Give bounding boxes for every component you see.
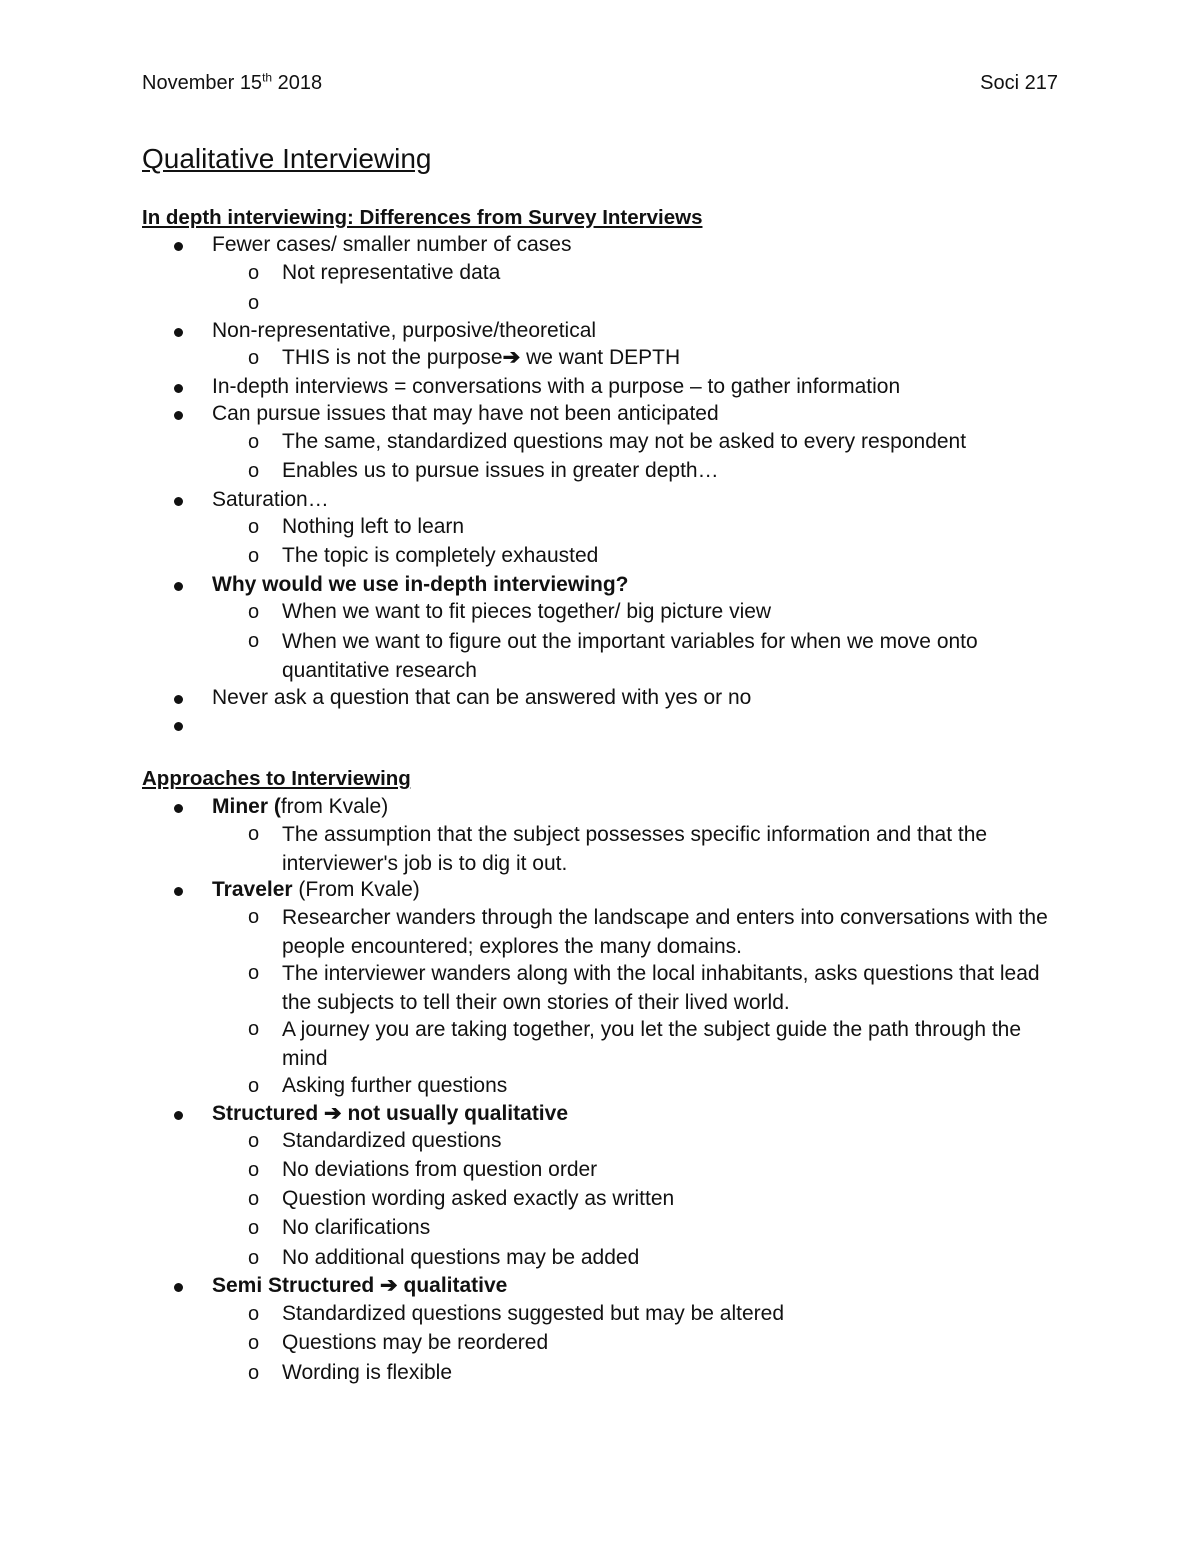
- list-item: [212, 373, 900, 401]
- bullet-icon: [174, 1283, 183, 1292]
- item-text: A journey you are taking together, you let the subject guide the path through the mind: [282, 1018, 1022, 1070]
- list-subitem: [248, 903, 1062, 961]
- list-subitem: [248, 428, 967, 456]
- circle-bullet-icon: o: [248, 1217, 260, 1239]
- list-item: [212, 486, 329, 514]
- list-subitem: [248, 1244, 640, 1272]
- bullet-icon: [174, 887, 183, 896]
- item-text: The same, standardized questions may not be asked to every respondent: [282, 430, 967, 453]
- item-text: Question wording asked exactly as written: [282, 1187, 675, 1210]
- circle-bullet-icon: o: [248, 431, 260, 453]
- list-item-miner: [212, 793, 388, 821]
- bullet-icon: [174, 411, 183, 420]
- circle-bullet-icon: o: [248, 906, 260, 928]
- item-text: No deviations from question order: [282, 1158, 598, 1181]
- item-text: Enables us to pursue issues in greater depth…: [282, 459, 719, 482]
- item-text: Non-representative, purposive/theoretical: [212, 319, 597, 342]
- circle-bullet-icon: o: [248, 1332, 260, 1354]
- circle-bullet-icon: o: [248, 292, 260, 314]
- section-heading-approaches: Approaches to Interviewing: [142, 767, 411, 790]
- item-text: When we want to fit pieces together/ big picture view: [282, 600, 772, 623]
- circle-bullet-icon: o: [248, 1188, 260, 1210]
- item-bold-text: Semi Structured: [212, 1274, 381, 1297]
- list-subitem: [248, 598, 772, 626]
- bullet-icon: [174, 804, 183, 813]
- date-text: November 15: [142, 72, 263, 94]
- list-item-bold: [212, 571, 629, 599]
- list-item-structured: [212, 1100, 568, 1128]
- circle-bullet-icon: o: [248, 1247, 260, 1269]
- list-subitem: [248, 1214, 431, 1242]
- circle-bullet-icon: o: [248, 1075, 260, 1097]
- circle-bullet-icon: o: [248, 601, 260, 623]
- item-text: Not representative data: [282, 261, 501, 284]
- date-superscript: th: [262, 70, 273, 85]
- item-text: Why would we use in-depth interviewing?: [212, 573, 629, 596]
- bullet-icon: [174, 582, 183, 591]
- item-text: No clarifications: [282, 1216, 431, 1239]
- circle-bullet-icon: o: [248, 1303, 260, 1325]
- list-subitem: [248, 820, 1062, 878]
- list-item: [212, 317, 596, 345]
- list-subitem: [248, 959, 1062, 1017]
- header-course: Soci 217: [980, 72, 1058, 94]
- bullet-icon: [174, 384, 183, 393]
- date-year: 2018: [272, 72, 323, 94]
- list-item: [212, 684, 751, 712]
- section-heading-depth: In depth interviewing: Differences from Survey Interviews: [142, 206, 703, 229]
- bullet-icon: [174, 1111, 183, 1120]
- list-subitem: [248, 542, 599, 570]
- circle-bullet-icon: o: [248, 262, 260, 284]
- list-subitem: [248, 513, 465, 541]
- list-subitem: [248, 1072, 508, 1100]
- circle-bullet-icon: o: [248, 630, 260, 652]
- list-item-traveler: [212, 876, 420, 904]
- list-subitem: [248, 627, 1062, 685]
- list-subitem: [248, 1156, 598, 1184]
- item-text: Asking further questions: [282, 1074, 508, 1097]
- bullet-icon: [174, 722, 183, 731]
- bullet-icon: [174, 242, 183, 251]
- item-text: Nothing left to learn: [282, 515, 465, 538]
- item-text: The topic is completely exhausted: [282, 544, 599, 567]
- list-item: [212, 231, 571, 259]
- list-subitem: [248, 344, 681, 372]
- arrow-icon: ➔: [380, 1274, 398, 1297]
- list-subitem: [248, 1359, 453, 1387]
- list-subitem: [248, 1185, 675, 1213]
- bullet-icon: [174, 695, 183, 704]
- circle-bullet-icon: o: [248, 516, 260, 538]
- circle-bullet-icon: o: [248, 545, 260, 567]
- item-text: Can pursue issues that may have not been anticipated: [212, 402, 719, 425]
- item-text: When we want to figure out the important variables for when we move onto quantitative research: [282, 630, 978, 682]
- list-subitem: [248, 1329, 549, 1357]
- item-text: THIS is not the purpose: [282, 346, 503, 369]
- circle-bullet-icon: o: [248, 1362, 260, 1384]
- item-bold-text: not usually qualitative: [341, 1102, 569, 1125]
- list-subitem: [248, 259, 501, 287]
- item-text: Never ask a question that can be answered with yes or no: [212, 686, 752, 709]
- item-text: In-depth interviews = conversations with a purpose – to gather information: [212, 375, 901, 398]
- item-text: Researcher wanders through the landscape and enters into conversations with the people encountered; explores the many domains.: [282, 906, 1048, 958]
- list-subitem: [248, 1300, 785, 1328]
- item-text: from Kvale): [280, 795, 389, 818]
- list-subitem: [248, 1015, 1062, 1073]
- item-bold-text: Structured: [212, 1102, 325, 1125]
- bullet-icon: [174, 328, 183, 337]
- circle-bullet-icon: o: [248, 347, 260, 369]
- item-text: we want DEPTH: [520, 346, 681, 369]
- bullet-icon: [174, 497, 183, 506]
- circle-bullet-icon: o: [248, 823, 260, 845]
- item-text: Saturation…: [212, 488, 329, 511]
- circle-bullet-icon: o: [248, 962, 260, 984]
- circle-bullet-icon: o: [248, 1159, 260, 1181]
- list-item: [212, 400, 719, 428]
- item-text: Standardized questions: [282, 1129, 502, 1152]
- page-title: Qualitative Interviewing: [142, 143, 432, 174]
- item-bold-text: qualitative: [397, 1274, 508, 1297]
- arrow-icon: ➔: [324, 1102, 342, 1125]
- header-date: [142, 72, 322, 95]
- item-text: Standardized questions suggested but may be altered: [282, 1302, 785, 1325]
- circle-bullet-icon: o: [248, 460, 260, 482]
- list-item-semi-structured: [212, 1272, 507, 1300]
- arrow-icon: ➔: [502, 346, 521, 369]
- item-text: Wording is flexible: [282, 1361, 453, 1384]
- item-text: No additional questions may be added: [282, 1246, 640, 1269]
- list-subitem: [248, 457, 719, 485]
- item-bold-text: Traveler: [212, 878, 293, 901]
- circle-bullet-icon: o: [248, 1018, 260, 1040]
- item-text: The interviewer wanders along with the local inhabitants, asks questions that lead the subjects to tell their own stories of their lived world.: [282, 962, 1040, 1014]
- item-bold-text: Miner (: [212, 795, 281, 818]
- item-text: The assumption that the subject possesses specific information and that the interviewer's job is to dig it out.: [282, 823, 988, 875]
- circle-bullet-icon: o: [248, 1130, 260, 1152]
- list-subitem: [248, 1127, 502, 1155]
- item-text: Fewer cases/ smaller number of cases: [212, 233, 572, 256]
- item-text: Questions may be reordered: [282, 1331, 549, 1354]
- item-text: (From Kvale): [292, 878, 420, 901]
